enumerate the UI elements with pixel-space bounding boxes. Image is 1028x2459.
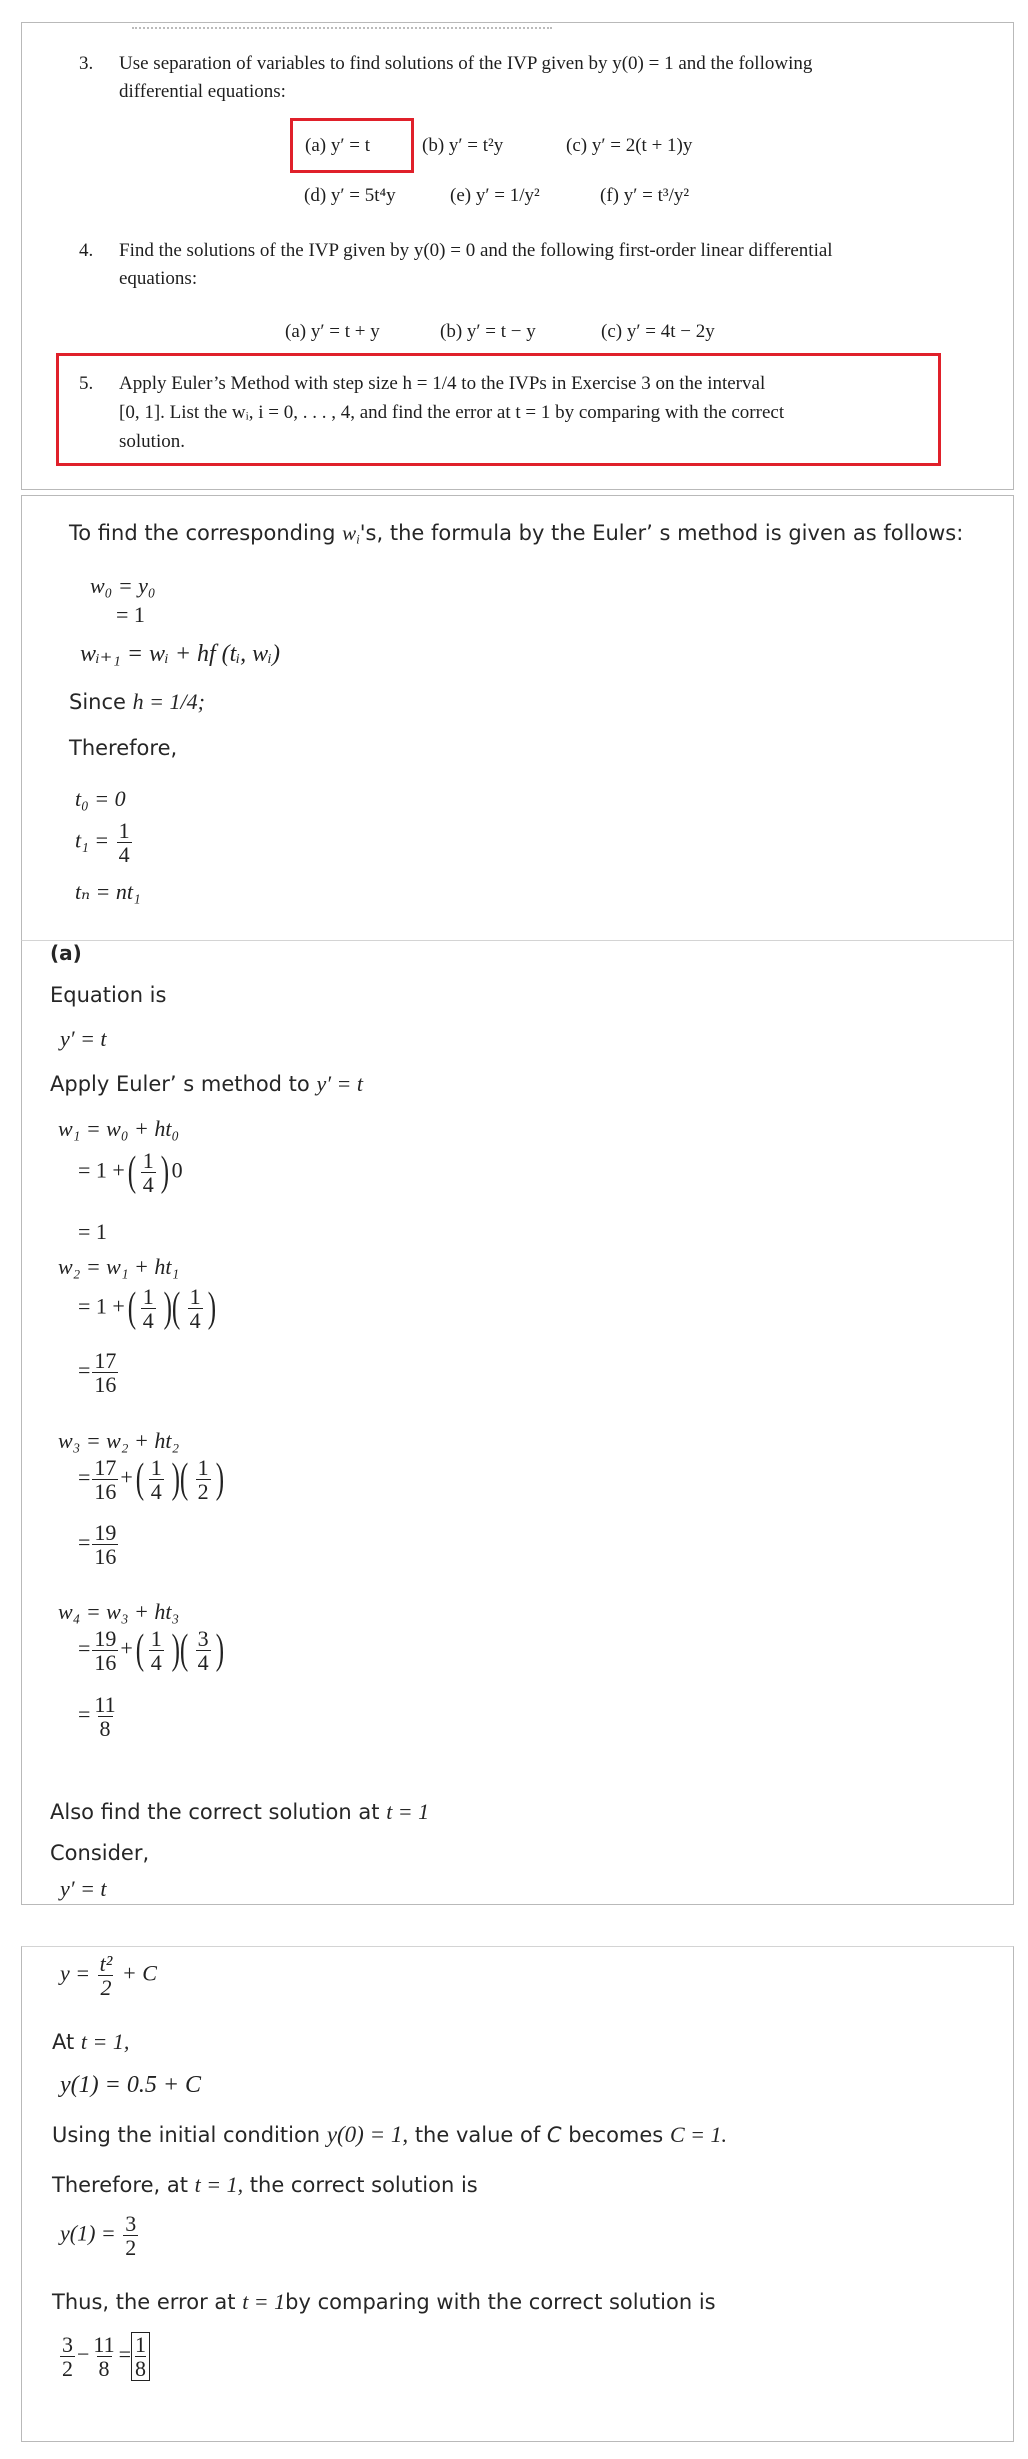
q4-item-b: (b) y′ = t − y — [440, 321, 536, 342]
q4-item-c: (c) y′ = 4t − 2y — [601, 321, 715, 342]
w3-def: w₃ = w₂ + ht₂ — [58, 1428, 180, 1453]
w1-result: = 1 — [78, 1219, 107, 1244]
w1-step: = 1 +( $\frac{1}{4}$ ) 0 — [78, 1148, 183, 1198]
q4-number: 4. — [79, 240, 94, 261]
also-find-line: Also find the correct solution at t = 1 — [50, 1799, 430, 1824]
problem-panel — [21, 22, 1014, 490]
w4-step: = $\frac{19}{16}$ +( $\frac{1}{4}$ )( $\frac{3}{4}$ ) — [78, 1626, 224, 1676]
w2-result: = $\frac{17}{16}$ — [78, 1348, 117, 1398]
q4-text-line1: Find the solutions of the IVP given by y(0) = 0 and the following first-order linear differential — [119, 240, 833, 261]
solution-error-panel — [21, 1946, 1014, 2442]
error-computation: $\frac{3}{2}$ − $\frac{11}{8}$ = $\frac{1}{8}$ — [58, 2332, 150, 2381]
since-line: Since h = 1/4; — [69, 689, 205, 714]
euler-recurrence: wᵢ₊₁ = wᵢ + hf (tᵢ, wᵢ) — [80, 641, 280, 667]
w4-result: = $\frac{11}{8}$ — [78, 1692, 116, 1742]
q5-text-line3: solution. — [119, 431, 185, 452]
equation-is-label: Equation is — [50, 983, 167, 1007]
q3-text-line1: Use separation of variables to find solutions of the IVP given by y(0) = 1 and the following — [119, 53, 813, 74]
cropped-text-remnant — [132, 27, 552, 30]
equation: y′ = t — [60, 1026, 107, 1051]
w3-result: = $\frac{19}{16}$ — [78, 1520, 117, 1570]
final-error-box: $\frac{1}{8}$ — [131, 2332, 150, 2381]
error-line: Thus, the error at t = 1by comparing with the correct solution is — [52, 2289, 716, 2314]
intro-text-b: 's, the formula by the Euler’ s method is given as follows: — [359, 521, 964, 545]
solution-part-a-panel — [21, 940, 1014, 1905]
q5-number: 5. — [79, 373, 94, 394]
at-t1-line: At t = 1, — [52, 2029, 130, 2054]
q3-item-b: (b) y′ = t²y — [422, 135, 504, 156]
general-solution: y = $\frac{\text{t²}}{2}$ + C — [60, 1951, 157, 2001]
q3-number: 3. — [79, 53, 94, 74]
w2-def: w₂ = w₁ + ht₁ — [58, 1254, 180, 1279]
solution-formula-panel — [21, 495, 1014, 940]
q3-item-a: (a) y′ = t — [305, 135, 370, 156]
therefore-correct-line: Therefore, at t = 1, the correct solution is — [52, 2172, 478, 2197]
q3-text-line2: differential equations: — [119, 81, 286, 102]
w4-def: w₄ = w₃ + ht₃ — [58, 1599, 180, 1624]
consider-label: Consider, — [50, 1841, 150, 1865]
w2-step: = 1 +( $\frac{1}{4}$ )( $\frac{1}{4}$ ) — [78, 1284, 216, 1334]
q5-text-line1: Apply Euler’s Method with step size h = 1/4 to the IVPs in Exercise 3 on the interval — [119, 373, 766, 394]
w0-value: = 1 — [116, 602, 145, 627]
q4-text-line2: equations: — [119, 268, 198, 289]
intro-w-symbol: $w_i$ — [342, 521, 360, 547]
t0-def: t₀ = 0 — [75, 786, 126, 811]
therefore-label: Therefore, — [69, 736, 178, 760]
intro-sentence — [69, 521, 963, 547]
consider-equation: y′ = t — [60, 1876, 107, 1901]
part-a-label: (a) — [50, 941, 82, 965]
intro-text-a: To find the corresponding — [69, 521, 343, 545]
q3-item-e: (e) y′ = 1/y² — [450, 185, 540, 206]
highlight-box-q5 — [56, 353, 941, 466]
tn-def: tₙ = nt₁ — [75, 879, 141, 904]
q3-item-c: (c) y′ = 2(t + 1)y — [566, 135, 693, 156]
highlight-box-3a — [290, 118, 414, 173]
q3-item-f: (f) y′ = t³/y² — [600, 185, 690, 206]
t1-def: t₁ = $\frac{1}{4}$ — [75, 818, 130, 868]
initial-condition-line: Using the initial condition y(0) = 1, the value of C becomes C = 1. — [52, 2122, 727, 2147]
w1-def: w₁ = w₀ + ht₀ — [58, 1116, 180, 1141]
q4-item-a: (a) y′ = t + y — [285, 321, 380, 342]
w0-def: w₀ = y₀ — [90, 573, 156, 598]
y1-final: y(1) = $\frac{3}{2}$ — [60, 2211, 137, 2261]
y1-expression: y(1) = 0.5 + C — [60, 2072, 202, 2098]
q3-item-d: (d) y′ = 5t⁴y — [304, 185, 396, 206]
apply-euler-line: Apply Euler’ s method to y′ = t — [50, 1071, 363, 1096]
w3-step: = $\frac{17}{16}$ +( $\frac{1}{4}$ )( $\frac{1}{2}$ ) — [78, 1455, 224, 1505]
step-size: h = 1/4; — [132, 689, 205, 714]
q5-text-line2: [0, 1]. List the wᵢ, i = 0, . . . , 4, and find the error at t = 1 by comparing with the correct — [119, 402, 785, 423]
